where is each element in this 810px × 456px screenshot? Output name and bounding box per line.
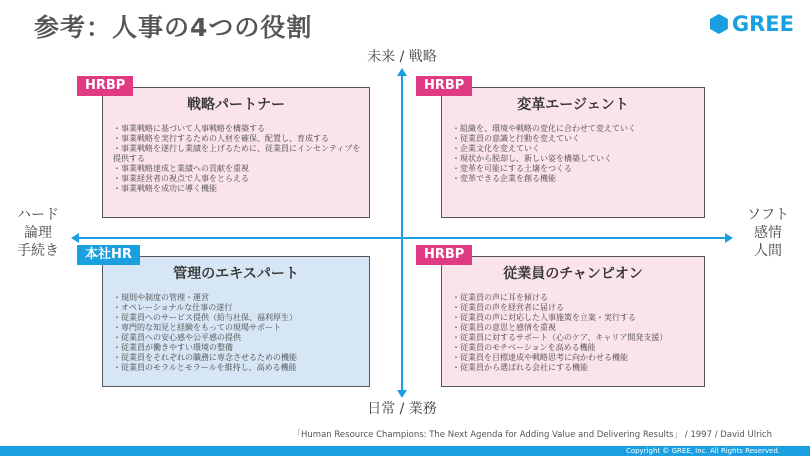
list-item: ・事業戦略を成功に導く機能 xyxy=(113,184,217,193)
list-item: ・企業文化を変えていく xyxy=(452,144,540,153)
role-badge: 本社HR xyxy=(77,245,140,265)
quadrant-item-list xyxy=(113,124,363,194)
list-item: ・事業戦略を遂行し業績を上げるために、従業員にインセンティブを提供する xyxy=(113,144,361,163)
list-item: ・従業員の意思と感情を重視 xyxy=(452,323,556,332)
list-item: ・従業員への安心感や公平感の提供 xyxy=(113,333,241,342)
arrow-up-icon xyxy=(397,68,407,76)
citation: 「Human Resource Champions: The Next Agenda for Adding Value and Delivering Results」 / 1997 / David Ulrich xyxy=(292,430,772,440)
list-item: ・事業経営者の視点で人事をとらえる xyxy=(113,174,249,183)
list-item: ・規則や制度の管理・運営 xyxy=(113,293,209,302)
axis-label-left-line: 論理 xyxy=(24,225,52,242)
role-badge: HRBP xyxy=(416,245,472,265)
list-item: ・専門的な知見と経験をもっての現場サポート xyxy=(113,323,281,332)
axis-label-right-line: ソフト xyxy=(747,207,789,223)
vertical-axis xyxy=(401,74,403,392)
role-badge: HRBP xyxy=(416,76,472,96)
copyright-text: Copyright © GREE, Inc. All Rights Reserved. xyxy=(625,447,780,455)
gree-logo xyxy=(710,12,794,36)
arrow-left-icon xyxy=(71,233,79,243)
list-item: ・従業員から選ばれる会社にする機能 xyxy=(452,363,588,372)
arrow-down-icon xyxy=(397,390,407,398)
list-item: ・従業員のモチベーションを高める機能 xyxy=(452,343,596,352)
page-title: 参考：人事の4つの役割 xyxy=(34,13,313,42)
list-item: ・従業員の意識と行動を変えていく xyxy=(452,134,580,143)
list-item: ・事業戦略を実行するための人材を確保、配置し、育成する xyxy=(113,134,329,143)
quadrant-title: 戦略パートナー xyxy=(187,97,285,113)
list-item: ・現状から脱却し、新しい姿を構築していく xyxy=(452,154,612,163)
quadrant-item-list xyxy=(452,124,698,184)
quadrant-strategic-partner xyxy=(85,78,370,218)
quadrant-change-agent xyxy=(424,78,705,218)
list-item: ・従業員をそれぞれの職務に専念させるための機能 xyxy=(113,353,297,362)
list-item: ・従業員の声に対応した人事施策を立案・実行する xyxy=(452,313,636,322)
list-item: ・従業員を目標達成や戦略思考に向かわせる機能 xyxy=(452,353,628,362)
list-item: ・事業戦略達成と業績への貢献を重視 xyxy=(113,164,249,173)
footer-bar xyxy=(0,446,810,456)
quadrant-employee-champion xyxy=(424,247,705,387)
list-item: ・事業戦略に基づいて人事戦略を構築する xyxy=(113,124,265,133)
horizontal-axis xyxy=(78,237,726,239)
quadrant-administrative-expert xyxy=(85,247,370,387)
list-item: ・変革できる企業を創る機能 xyxy=(452,174,556,183)
axis-label-bottom: 日常 / 業務 xyxy=(367,401,437,417)
hexagon-logo-icon xyxy=(710,14,728,34)
list-item: ・従業員へのサービス提供（給与社保、福利厚生） xyxy=(113,313,297,322)
quadrant-title: 従業員のチャンピオン xyxy=(503,266,643,282)
role-badge: HRBP xyxy=(77,76,133,96)
quadrant-item-list xyxy=(113,293,363,373)
list-item: ・従業員に対するサポート（心のケア、キャリア開発支援） xyxy=(452,333,668,342)
quadrant-item-list xyxy=(452,293,698,373)
axis-label-right xyxy=(732,206,804,261)
axis-label-left-line: 手続き xyxy=(17,243,59,260)
list-item: ・組織を、環境や戦略の変化に合わせて変えていく xyxy=(452,124,636,133)
axis-label-right-line: 感情 xyxy=(754,225,782,242)
axis-label-left xyxy=(6,206,70,261)
axis-label-right-line: 人間 xyxy=(754,243,782,260)
list-item: ・オペレーショナルな仕事の遂行 xyxy=(113,303,233,312)
list-item: ・従業員の声に耳を傾ける xyxy=(452,293,548,302)
axis-label-top: 未来 / 戦略 xyxy=(367,49,437,65)
list-item: ・従業員の声を経営者に届ける xyxy=(452,303,564,312)
axis-label-left-line: ハード xyxy=(17,207,59,223)
quadrant-title: 変革エージェント xyxy=(517,97,629,113)
list-item: ・変革を可能にする土壌をつくる xyxy=(452,164,572,173)
list-item: ・従業員が働きやすい環境の整備 xyxy=(113,343,233,352)
list-item: ・従業員のモラルとモラールを維持し、高める機能 xyxy=(113,363,297,372)
quadrant-title: 管理のエキスパート xyxy=(173,266,299,282)
logo-text: GREE xyxy=(731,12,794,36)
